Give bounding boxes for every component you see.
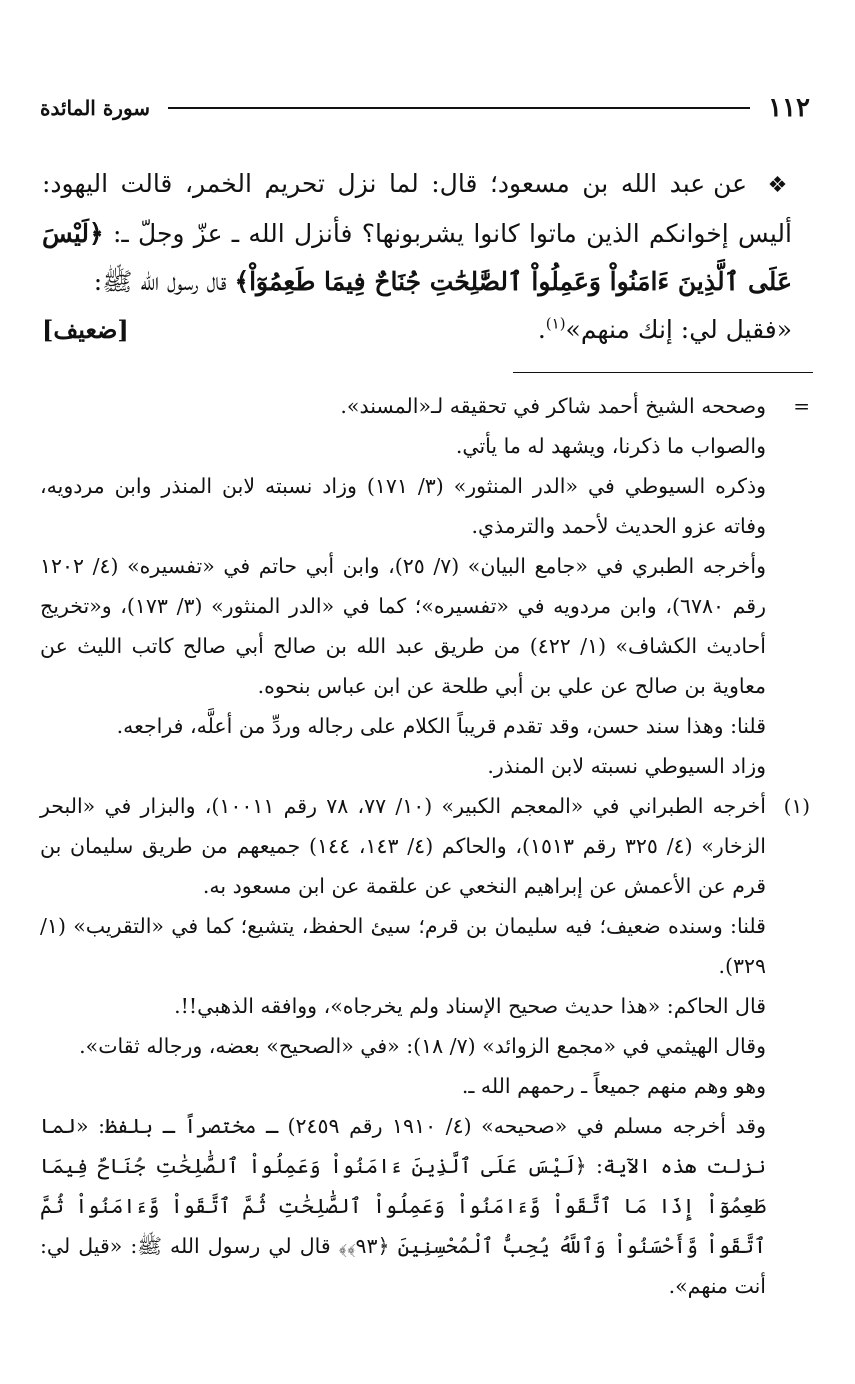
quran-verse: ﴿لَيْسَ عَلَى ٱلَّذِينَ ءَامَنُواْ وَعَمِلُواْ ٱلصَّٰلِحَٰتِ جُنَاحٌ فِيمَا طَعِمُوٓاْ﴾ [42,219,792,296]
hadith-quote [538,306,792,354]
hadith-closing-row [42,306,792,354]
footnote-continuation [40,386,810,786]
running-head [40,88,810,128]
footnote-reference[interactable]: (١) [545,314,566,333]
footnote-paragraph: وأخرجه الطبري في «جامع البيان» (٧/ ٢٥)، وابن أبي حاتم في «تفسيره» (٤/ ١٢٠٢ رقم ٦٧٨٠)، وابن مردويه في «تفسيره»؛ كما في «الدر المنثور» (٣/ ١٧٣)، و«تخريج أحاديث الكشاف» (١/ ٤٢٢) من طريق عبد الله بن صالح أبي صالح كاتب الليث عن معاوية بن صالح عن علي بن أبي طلحة عن ابن عباس بنحوه. [40,554,766,698]
footnote-paragraph: وزاد السيوطي نسبته لابن المنذر. [487,754,766,778]
footnote-paragraph: وقد أخرجه مسلم في «صحيحه» (٤/ ١٩١٠ رقم ٢٤٥٩) ـ مختصراً ـ بلفظ: «لما نزلت هذه الآية: ﴿لَيْسَ عَلَى ٱلَّذِينَ ءَامَنُواْ وَعَمِلُواْ ٱلصَّٰلِحَٰتِ جُنَاحٌ فِيمَا طَعِمُوٓاْ إِذَا مَا ٱتَّقَواْ وَّءَامَنُواْ وَعَمِلُواْ ٱلصَّٰلِحَٰتِ ثُمَّ ٱتَّقَواْ وَّءَامَنُواْ ثُمَّ ٱتَّقَواْ وَّأَحْسَنُواْ وَٱللَّهُ يُحِبُّ ٱلْمُحْسِنِينَ ﴿٩٣﴾﴾ قال لي رسول الله ﷺ: «قيل لي: أنت منهم». [40,1114,766,1298]
hadith-narration: عن عبد الله بن مسعود؛ قال: لما نزل تحريم الخمر، قالت اليهود: أليس إخوانكم الذين ماتوا كانوا يشربونها؟ فأنزل الله ـ عزّ وجلّ ـ: [42,169,792,248]
footnote-paragraph: وهو وهم منهم جميعاً ـ رحمهم الله ـ. [461,1074,766,1098]
footnote-continuation-body [40,386,766,786]
hadith-quote-end: . [537,315,546,344]
header-rule [168,107,750,109]
footnote-paragraph: وصححه الشيخ أحمد شاكر في تحقيقه لـ«المسند». [340,394,766,418]
footnote-1-body [40,786,766,1306]
footnote-paragraph: قال الحاكم: «هذا حديث صحيح الإسناد ولم يخرجاه»، ووافقه الذهبي!!. [174,994,766,1018]
footnote-1 [40,786,810,1306]
hadith-quote-text: «فقيل لي: إنك منهم» [565,315,792,344]
footnote-paragraph: والصواب ما ذكرنا، ويشهد له ما يأتي. [455,434,766,458]
page-number: ١١٢ [768,93,810,123]
footnote-paragraph: وذكره السيوطي في «الدر المنثور» (٣/ ١٧١) وزاد نسبته لابن المنذر وابن مردويه، وفاته عزو الحديث لأحمد والترمذي. [40,474,766,538]
continuation-marker: = [793,394,810,418]
hadith-text [42,160,792,354]
grading-label: [ضعيف] [42,315,129,344]
footnote-1-marker: (١) [783,794,810,818]
hadith-paragraph [42,160,792,306]
hadith-saying: قال رسول الله ﷺ: [93,267,227,296]
footnote-paragraph: أخرجه الطبراني في «المعجم الكبير» (١٠/ ٧٧، ٧٨ رقم ١٠٠١١)، والبزار في «البحر الزخار» (٤/ ٣٢٥ رقم ١٥١٣)، والحاكم (٤/ ١٤٣، ١٤٤) جميعهم من طريق سليمان بن قرم عن الأعمش عن إبراهيم النخعي عن علقمة عن ابن مسعود به. [40,794,766,898]
footnote-paragraph: وقال الهيثمي في «مجمع الزوائد» (٧/ ١٨): «في «الصحيح» بعضه، ورجاله ثقات». [79,1034,766,1058]
footnote-paragraph: قلنا: وهذا سند حسن، وقد تقدم قريباً الكلام على رجاله وردِّ من أعلَّه، فراجعه. [116,714,766,738]
surah-title: سورة المائدة [40,96,151,120]
footnote-paragraph: قلنا: وسنده ضعيف؛ فيه سليمان بن قرم؛ سيئ الحفظ، يتشيع؛ كما في «التقريب» (١/ ٣٢٩). [40,914,766,978]
footnote-separator [513,372,813,373]
footnotes [40,386,810,1306]
diamond-bullet-icon: ❖ [767,173,792,198]
